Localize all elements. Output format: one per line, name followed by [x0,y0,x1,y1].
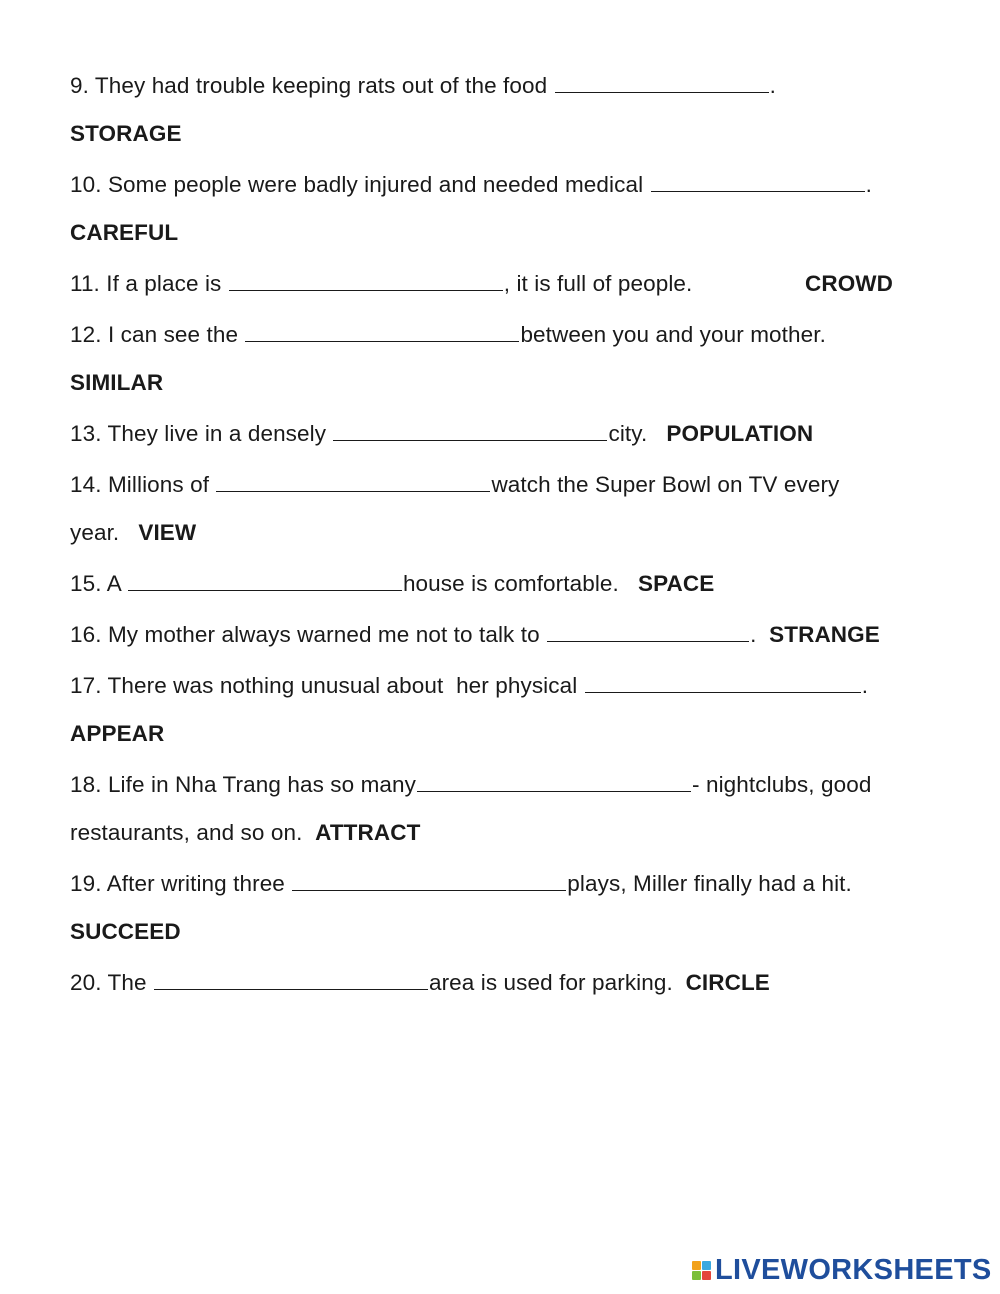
item-11: 11. If a place is , it is full of people. [70,271,693,296]
keyword-15: SPACE [637,571,715,596]
item-14: 14. Millions of watch the Super Bowl on TV every [70,472,840,497]
keyword-19: SUCCEED [70,919,181,944]
answer-input-12[interactable] [245,321,519,342]
answer-input-13[interactable] [333,420,607,441]
keyword-10: CAREFUL [70,220,179,245]
answer-input-11[interactable] [229,270,503,291]
brand-name: LIVEWORKSHEETS [715,1253,992,1286]
item-12: 12. I can see the between you and your mother. [70,322,826,347]
answer-input-16[interactable] [547,621,749,642]
item-15: 15. A house is comfortable. SPACE [70,571,715,596]
keyword-9: STORAGE [70,121,182,146]
keyword-16: STRANGE [769,622,880,647]
keyword-11: CROWD [805,271,893,296]
logo-squares-icon [692,1261,711,1280]
answer-input-19[interactable] [292,870,566,891]
answer-input-20[interactable] [154,969,428,990]
keyword-17: APPEAR [70,721,165,746]
keyword-14: VIEW [138,520,197,545]
item-19: 19. After writing three plays, Miller finally had a hit. [70,871,852,896]
item-20: 20. The area is used for parking. CIRCLE [70,970,770,995]
answer-input-17[interactable] [585,672,861,693]
answer-input-9[interactable] [555,72,769,93]
answer-input-18[interactable] [417,771,691,792]
keyword-20: CIRCLE [685,970,770,995]
liveworksheets-logo[interactable] [692,1254,992,1286]
item-18-continuation: restaurants, and so on. ATTRACT [70,820,421,845]
item-17: 17. There was nothing unusual about her physical . [70,673,869,698]
item-16: 16. My mother always warned me not to talk to . STRANGE [70,622,880,647]
item-14-continuation: year. VIEW [70,520,197,545]
answer-input-10[interactable] [651,171,865,192]
item-9: 9. They had trouble keeping rats out of the food . [70,73,776,98]
keyword-18: ATTRACT [315,820,421,845]
logo-square [702,1271,711,1280]
item-13: 13. They live in a densely city. POPULATION [70,421,814,446]
logo-square [692,1261,701,1270]
keyword-12: SIMILAR [70,370,164,395]
item-10: 10. Some people were badly injured and needed medical . [70,172,872,197]
answer-input-14[interactable] [216,471,490,492]
logo-square [692,1271,701,1280]
logo-square [702,1261,711,1270]
item-18: 18. Life in Nha Trang has so many - nightclubs, good [70,772,872,797]
answer-input-15[interactable] [128,570,402,591]
keyword-13: POPULATION [666,421,814,446]
